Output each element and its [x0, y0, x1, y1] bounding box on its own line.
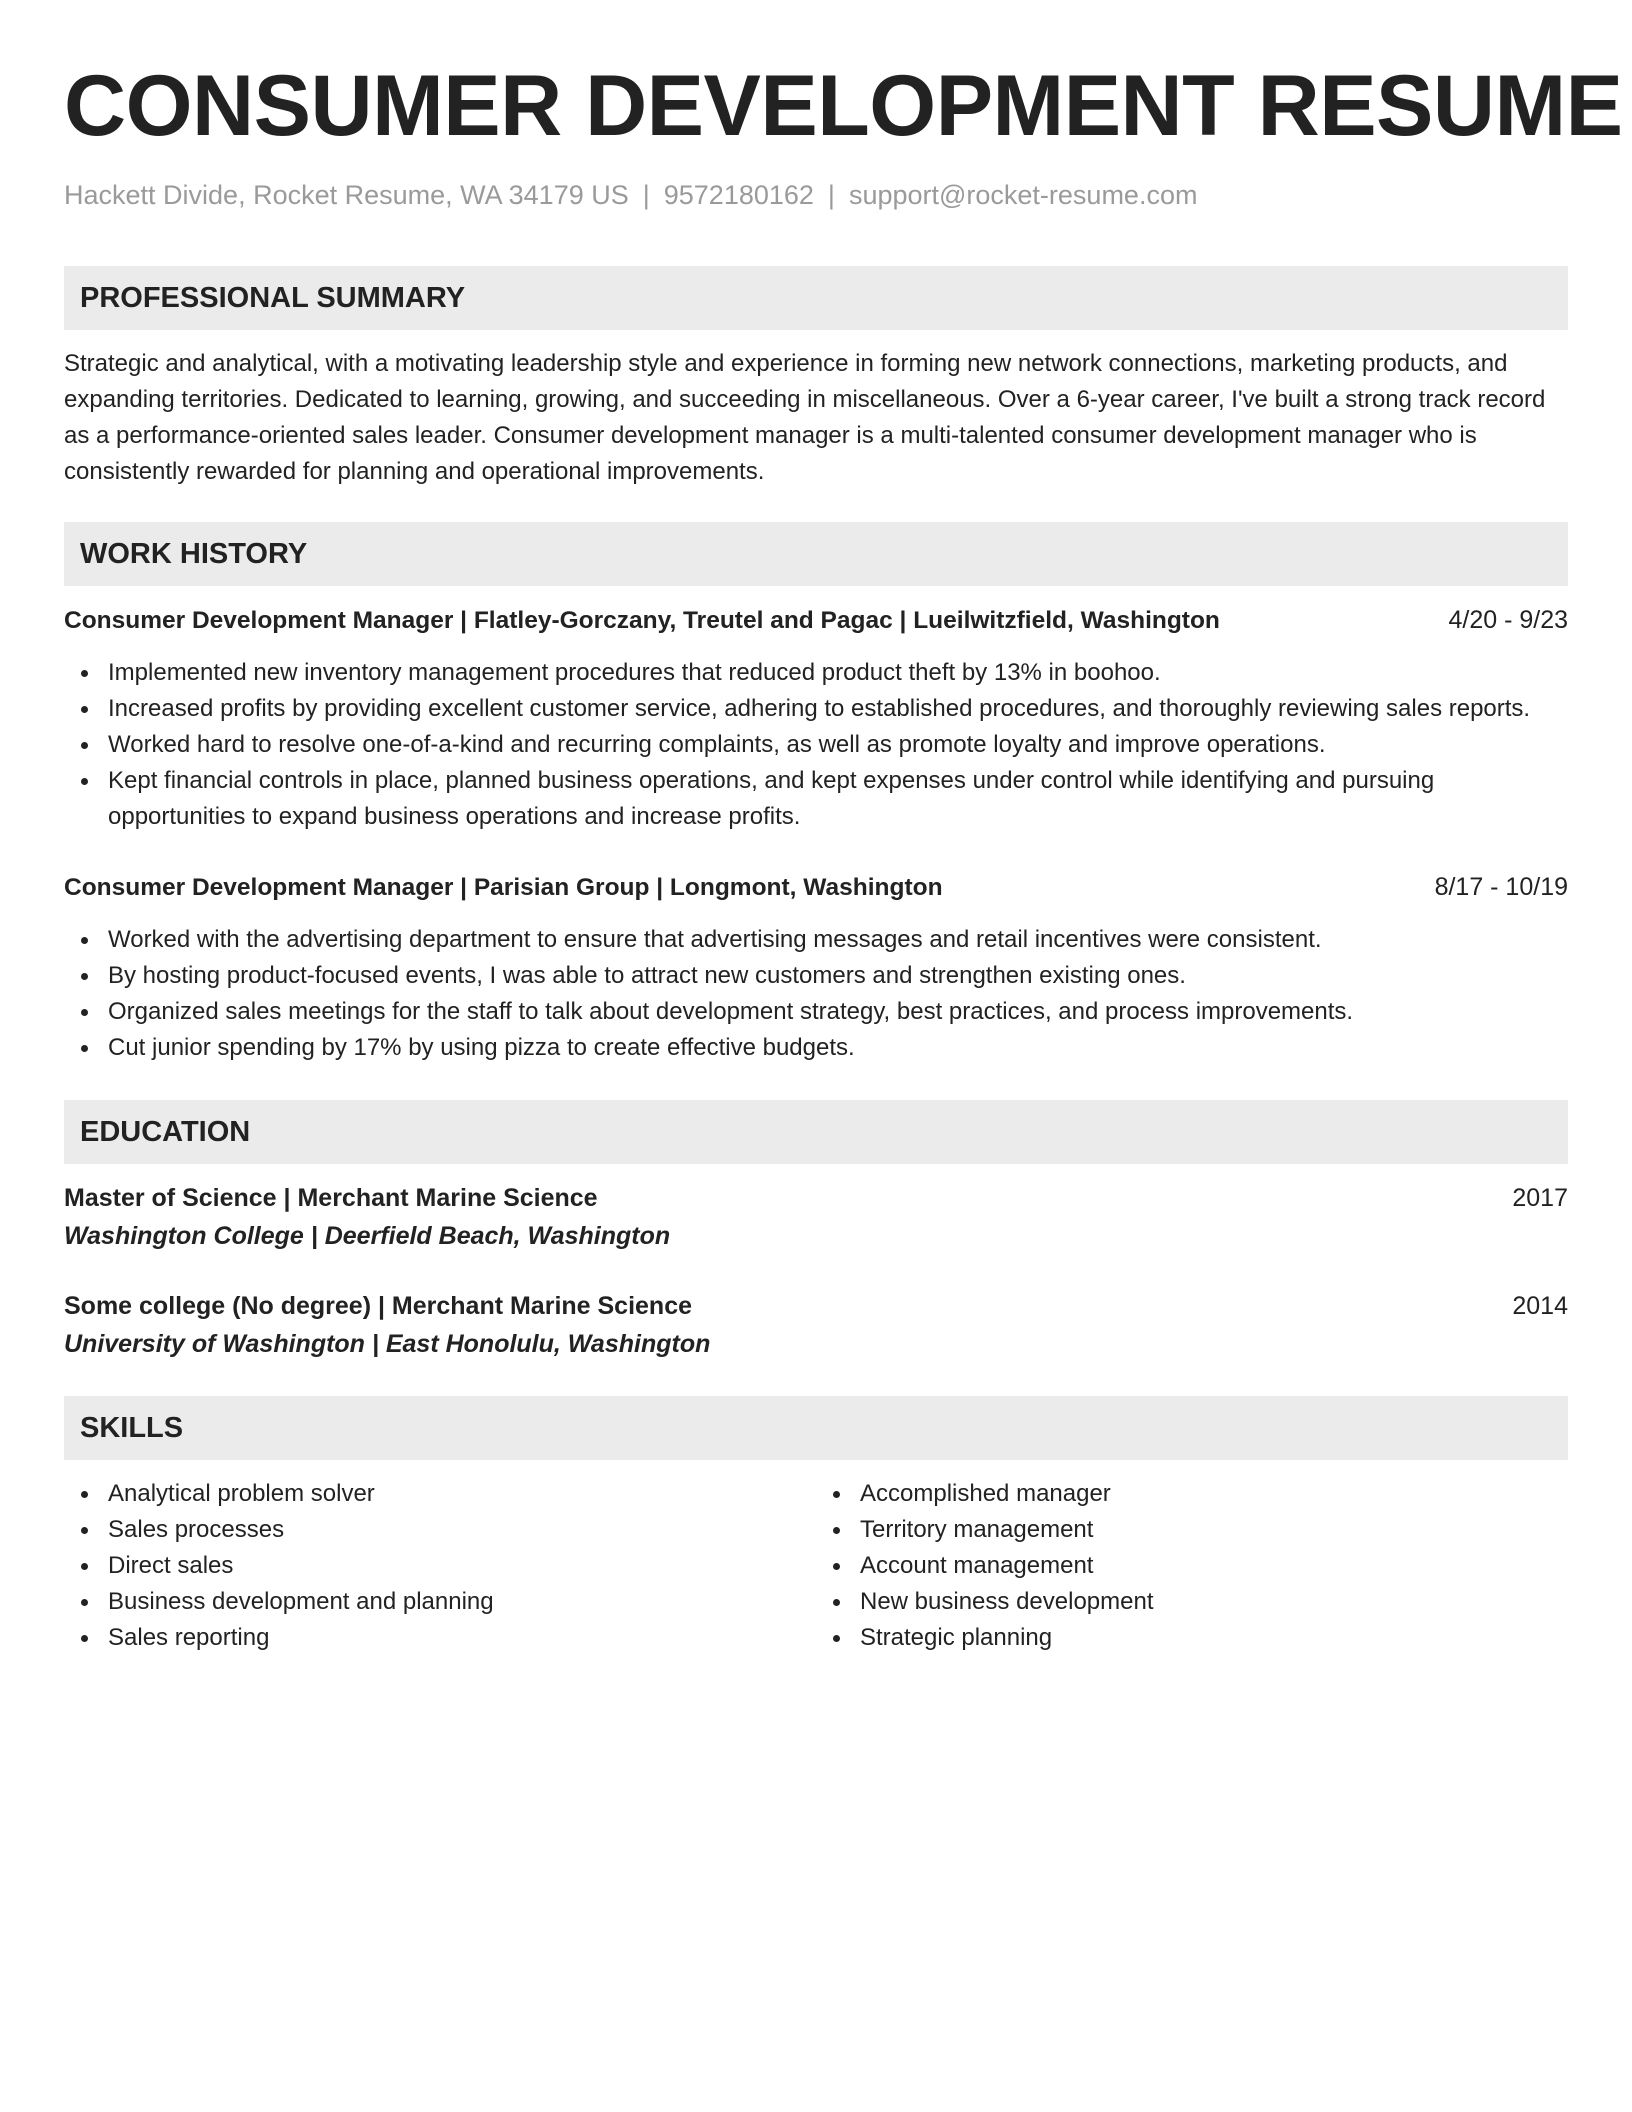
job-bullet: Increased profits by providing excellent customer service, adhering to established procedures, and thoroughly reviewing sales reports.	[64, 691, 1568, 727]
skill-item: New business development	[816, 1584, 1568, 1620]
skill-item: Account management	[816, 1548, 1568, 1584]
skill-item: Territory management	[816, 1512, 1568, 1548]
contact-separator: |	[827, 180, 835, 210]
education-header	[64, 1288, 1568, 1324]
section-heading-education: EDUCATION	[64, 1100, 1568, 1164]
education-entry	[64, 1180, 1568, 1254]
contact-phone: 9572180162	[663, 180, 814, 210]
contact-address: Hackett Divide, Rocket Resume, WA 34179 US	[64, 180, 629, 210]
job-bullet: Worked with the advertising department to ensure that advertising messages and retail incentives were consistent.	[64, 922, 1568, 958]
job-bullet: By hosting product-focused events, I was able to attract new customers and strengthen existing ones.	[64, 958, 1568, 994]
section-heading-skills: SKILLS	[64, 1396, 1568, 1460]
job-bullet: Cut junior spending by 17% by using pizza to create effective budgets.	[64, 1030, 1568, 1066]
skill-item: Strategic planning	[816, 1620, 1568, 1656]
job-bullets	[64, 655, 1568, 835]
skills-list	[64, 1476, 816, 1656]
job-dates: 4/20 - 9/23	[1448, 606, 1568, 634]
skills-column-left	[64, 1476, 816, 1656]
resume-title: CONSUMER DEVELOPMENT RESUME	[64, 58, 1623, 154]
education-school: Washington College | Deerfield Beach, Washington	[64, 1222, 671, 1250]
education-year: 2014	[1512, 1292, 1568, 1320]
skills-column-right	[816, 1476, 1568, 1656]
job-header	[64, 602, 1568, 639]
section-heading-work-history: WORK HISTORY	[64, 522, 1568, 586]
job-title: Consumer Development Manager | Flatley-Gorczany, Treutel and Pagac | Lueilwitzfield, Washington	[64, 607, 1220, 634]
education-year: 2017	[1512, 1184, 1568, 1212]
job-entry	[64, 869, 1568, 1066]
job-title: Consumer Development Manager | Parisian Group | Longmont, Washington	[64, 874, 943, 901]
skill-item: Direct sales	[64, 1548, 816, 1584]
education-degree: Master of Science | Merchant Marine Science	[64, 1184, 598, 1212]
job-dates: 8/17 - 10/19	[1434, 873, 1568, 901]
section-heading-summary: PROFESSIONAL SUMMARY	[64, 266, 1568, 330]
job-header	[64, 869, 1568, 906]
skills-list	[816, 1476, 1568, 1656]
contact-line	[64, 178, 1568, 212]
skill-item: Analytical problem solver	[64, 1476, 816, 1512]
summary-text: Strategic and analytical, with a motivating leadership style and experience in forming new network connections, marketing products, and expanding territories. Dedicated to learning, growing, and succeeding in miscellaneous. Over a 6-year career, I've built a strong track record as a performance-oriented sales leader. Consumer development manager is a multi-talented consumer development manager who is consistently rewarded for planning and operational improvements.	[64, 350, 1546, 485]
job-bullet: Organized sales meetings for the staff to talk about development strategy, best practices, and process improvements.	[64, 994, 1568, 1030]
education-entry	[64, 1288, 1568, 1362]
education-degree: Some college (No degree) | Merchant Marine Science	[64, 1292, 693, 1320]
job-bullet: Kept financial controls in place, planned business operations, and kept expenses under control while identifying and pursuing opportunities to expand business operations and increase profits.	[64, 763, 1568, 835]
job-entry	[64, 602, 1568, 835]
skill-item: Sales reporting	[64, 1620, 816, 1656]
skill-item: Business development and planning	[64, 1584, 816, 1620]
contact-separator: |	[642, 180, 650, 210]
job-bullet: Implemented new inventory management procedures that reduced product theft by 13% in boohoo.	[64, 655, 1568, 691]
skills-grid	[64, 1476, 1568, 1656]
contact-email: support@rocket-resume.com	[848, 180, 1198, 210]
education-header	[64, 1180, 1568, 1216]
skill-item: Sales processes	[64, 1512, 816, 1548]
education-school: University of Washington | East Honolulu, Washington	[64, 1330, 711, 1358]
job-bullet: Worked hard to resolve one-of-a-kind and recurring complaints, as well as promote loyalty and improve operations.	[64, 727, 1568, 763]
job-bullets	[64, 922, 1568, 1066]
skill-item: Accomplished manager	[816, 1476, 1568, 1512]
